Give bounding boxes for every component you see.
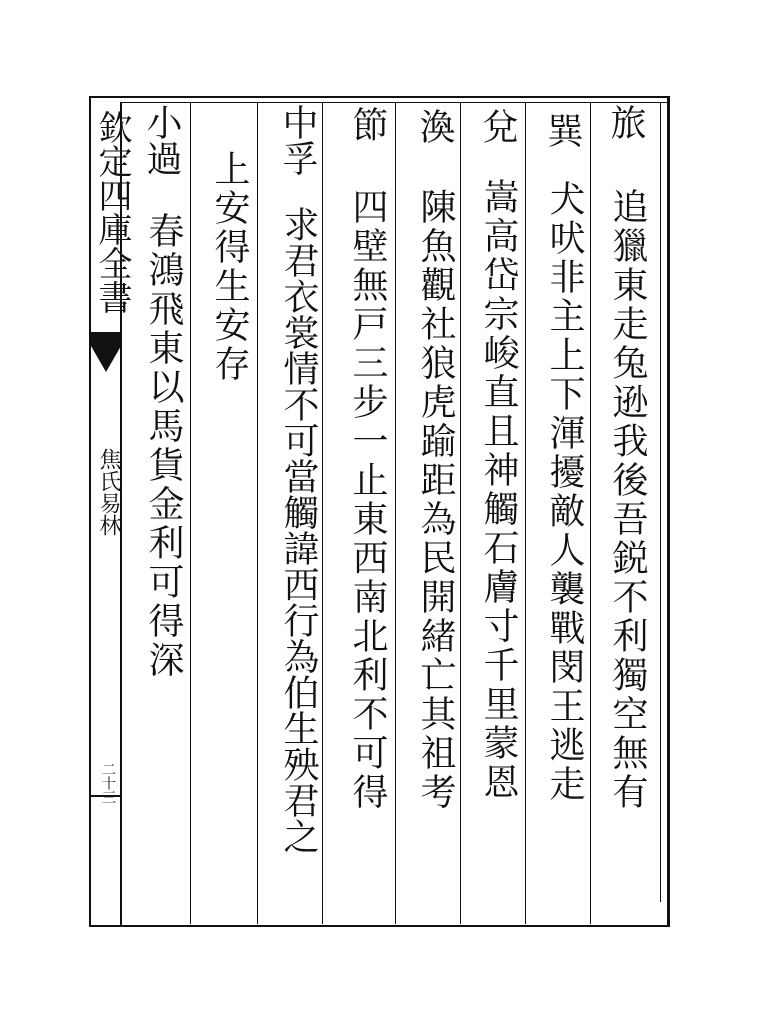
column-divider [525,102,526,924]
column-heading: 節 [347,106,388,142]
volume-title: 焦氏易林 [96,448,121,536]
frame-top-inner-border [120,102,668,103]
frame-right-border [667,96,670,927]
column-heading: 小過 [141,104,182,176]
column-heading: 旅 [605,104,646,140]
column-divider [257,102,258,924]
fish-tail-ornament-icon [91,332,121,372]
column-text: 四壁無戸三步一止東西南北利不可得 [347,188,388,812]
book-title: 欽定四庫全書 [92,110,132,314]
column-heading: 中孚 [277,104,318,176]
column-divider [395,102,396,924]
frame-right-inner-border [660,102,661,902]
column-text: 追獵東走兔逊我後吾鋭不利獨空無有 [607,188,648,812]
continuation-text: 上安得生安存 [209,150,250,384]
column-text: 陳魚觀社狼虎踰距為民開緒亡其祖考 [415,188,456,812]
column-text: 求君衣裳情不可當觸諱西行為伯生殃君之 [278,206,319,854]
column-text: 犬吠非主上下渾擾敵人襲戰閔王逃走 [544,180,585,804]
column-text: 嵩高岱宗峻直且神觸石膚寸千里蒙恩 [478,178,519,802]
column-divider [190,102,191,924]
page-number: 二十三 [100,762,116,804]
column-heading: 渙 [414,108,455,144]
column-divider [590,102,591,924]
frame-bottom-border [90,925,670,927]
column-text: 春鴻飛東以馬貨金利可得深 [143,212,184,680]
frame-top-border [90,96,670,98]
column-heading: 兌 [477,108,518,144]
column-heading: 巽 [542,112,583,148]
